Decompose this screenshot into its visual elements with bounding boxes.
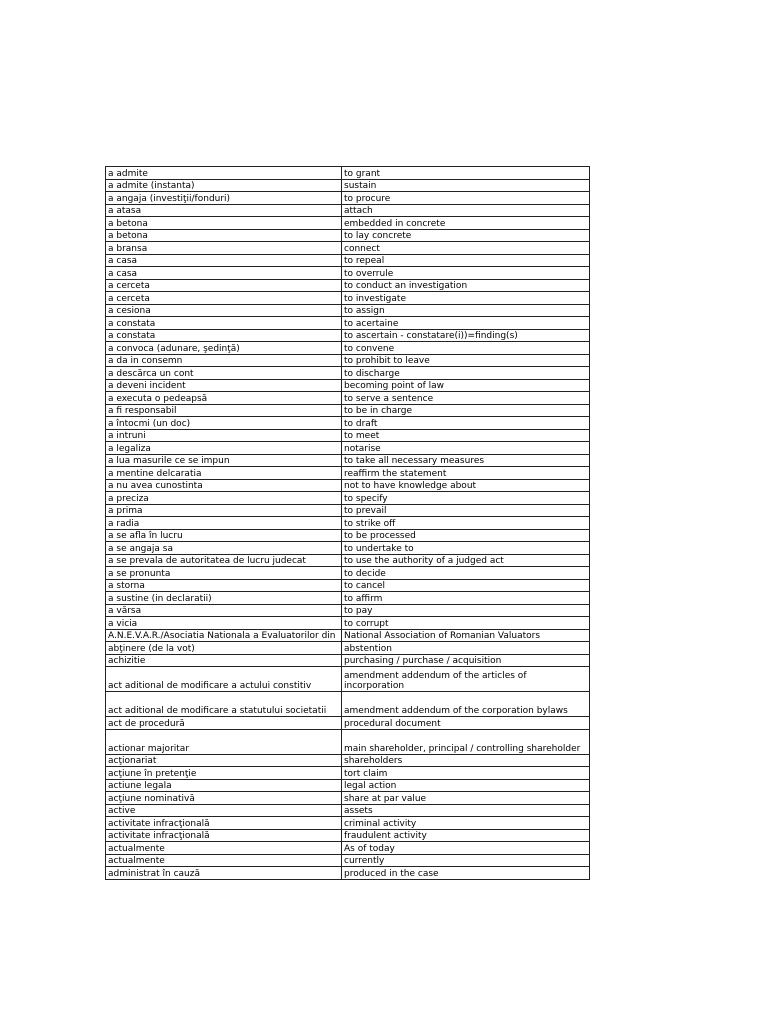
table-row xyxy=(106,729,590,754)
table-row xyxy=(106,329,590,342)
table-row xyxy=(106,217,590,230)
romanian-term-cell: a admite (instanta) xyxy=(106,179,342,192)
romanian-term-cell: a fi responsabil xyxy=(106,404,342,417)
table-row xyxy=(106,642,590,655)
romanian-term-cell: a mentine delcaratia xyxy=(106,467,342,480)
romanian-term-cell: actualmente xyxy=(106,854,342,867)
english-term-cell: to cancel xyxy=(342,579,590,592)
romanian-term-cell: acţionariat xyxy=(106,754,342,767)
english-term-cell: As of today xyxy=(342,842,590,855)
table-row xyxy=(106,342,590,355)
table-row xyxy=(106,367,590,380)
table-row xyxy=(106,817,590,830)
table-row xyxy=(106,479,590,492)
english-term-cell: sustain xyxy=(342,179,590,192)
english-term-cell: currently xyxy=(342,854,590,867)
romanian-term-cell: a angaja (investiţii/fonduri) xyxy=(106,192,342,205)
table-row xyxy=(106,854,590,867)
romanian-term-cell: a bransa xyxy=(106,242,342,255)
glossary-sheet xyxy=(105,166,589,880)
english-term-cell: to discharge xyxy=(342,367,590,380)
romanian-term-cell: achizitie xyxy=(106,654,342,667)
romanian-term-cell: administrat în cauză xyxy=(106,867,342,880)
english-term-cell: to ascertain - constatare(i))=finding(s) xyxy=(342,329,590,342)
english-term-cell: to lay concrete xyxy=(342,229,590,242)
table-row xyxy=(106,354,590,367)
english-term-cell: to assign xyxy=(342,304,590,317)
english-term-cell: share at par value xyxy=(342,792,590,805)
romanian-term-cell: a casa xyxy=(106,254,342,267)
table-row xyxy=(106,229,590,242)
romanian-term-cell: a betona xyxy=(106,217,342,230)
table-row xyxy=(106,192,590,205)
romanian-term-cell: active xyxy=(106,804,342,817)
romanian-term-cell: a constata xyxy=(106,317,342,330)
english-term-cell: assets xyxy=(342,804,590,817)
english-term-cell: produced in the case xyxy=(342,867,590,880)
romanian-term-cell: actualmente xyxy=(106,842,342,855)
english-term-cell: to decide xyxy=(342,567,590,580)
romanian-term-cell: a constata xyxy=(106,329,342,342)
english-term-cell: to convene xyxy=(342,342,590,355)
romanian-term-cell: a casa xyxy=(106,267,342,280)
glossary-table xyxy=(105,166,590,880)
english-term-cell: to specify xyxy=(342,492,590,505)
romanian-term-cell: a da in consemn xyxy=(106,354,342,367)
english-term-cell: National Association of Romanian Valuators xyxy=(342,629,590,642)
table-row xyxy=(106,204,590,217)
romanian-term-cell: a descărca un cont xyxy=(106,367,342,380)
english-term-cell: to grant xyxy=(342,167,590,180)
english-term-cell: fraudulent activity xyxy=(342,829,590,842)
romanian-term-cell: a preciza xyxy=(106,492,342,505)
table-row xyxy=(106,804,590,817)
english-term-cell: notarise xyxy=(342,442,590,455)
table-row xyxy=(106,179,590,192)
english-term-cell: to prohibit to leave xyxy=(342,354,590,367)
romanian-term-cell: a atasa xyxy=(106,204,342,217)
romanian-term-cell: a nu avea cunostinta xyxy=(106,479,342,492)
romanian-term-cell: a storna xyxy=(106,579,342,592)
table-row xyxy=(106,567,590,580)
romanian-term-cell: a deveni incident xyxy=(106,379,342,392)
table-row xyxy=(106,767,590,780)
english-term-cell: to use the authority of a judged act xyxy=(342,554,590,567)
english-term-cell: shareholders xyxy=(342,754,590,767)
english-term-cell: embedded in concrete xyxy=(342,217,590,230)
table-row xyxy=(106,242,590,255)
english-term-cell: to corrupt xyxy=(342,617,590,630)
romanian-term-cell: a intruni xyxy=(106,429,342,442)
english-term-cell: to serve a sentence xyxy=(342,392,590,405)
table-row xyxy=(106,254,590,267)
romanian-term-cell: a cesiona xyxy=(106,304,342,317)
romanian-term-cell: activitate infracţională xyxy=(106,817,342,830)
english-term-cell: to take all necessary measures xyxy=(342,454,590,467)
table-row xyxy=(106,754,590,767)
romanian-term-cell: a executa o pedeapsă xyxy=(106,392,342,405)
romanian-term-cell: a cerceta xyxy=(106,292,342,305)
romanian-term-cell: act de procedură xyxy=(106,717,342,730)
english-term-cell: to be in charge xyxy=(342,404,590,417)
table-row xyxy=(106,442,590,455)
romanian-term-cell: a se afla în lucru xyxy=(106,529,342,542)
english-term-cell: to repeal xyxy=(342,254,590,267)
table-row xyxy=(106,717,590,730)
english-term-cell: amendment addendum of the articles of incorporation xyxy=(342,667,590,692)
table-row xyxy=(106,404,590,417)
table-row xyxy=(106,667,590,692)
english-term-cell: abstention xyxy=(342,642,590,655)
english-term-cell: to conduct an investigation xyxy=(342,279,590,292)
romanian-term-cell: a sustine (in declaratii) xyxy=(106,592,342,605)
table-row xyxy=(106,417,590,430)
english-term-cell: to prevail xyxy=(342,504,590,517)
romanian-term-cell: a întocmi (un doc) xyxy=(106,417,342,430)
romanian-term-cell: act aditional de modificare a statutului societatii xyxy=(106,692,342,717)
table-row xyxy=(106,167,590,180)
english-term-cell: amendment addendum of the corporation bylaws xyxy=(342,692,590,717)
table-row xyxy=(106,692,590,717)
table-row xyxy=(106,517,590,530)
english-term-cell: legal action xyxy=(342,779,590,792)
english-term-cell: procedural document xyxy=(342,717,590,730)
table-row xyxy=(106,454,590,467)
table-row xyxy=(106,617,590,630)
table-row xyxy=(106,379,590,392)
english-term-cell: to be processed xyxy=(342,529,590,542)
table-row xyxy=(106,867,590,880)
table-row xyxy=(106,392,590,405)
romanian-term-cell: acţiune în pretenţie xyxy=(106,767,342,780)
table-row xyxy=(106,267,590,280)
table-row xyxy=(106,604,590,617)
english-term-cell: to procure xyxy=(342,192,590,205)
table-row xyxy=(106,654,590,667)
romanian-term-cell: a radia xyxy=(106,517,342,530)
english-term-cell: connect xyxy=(342,242,590,255)
english-term-cell: main shareholder, principal / controlling shareholder xyxy=(342,729,590,754)
english-term-cell: purchasing / purchase / acquisition xyxy=(342,654,590,667)
romanian-term-cell: a prima xyxy=(106,504,342,517)
english-term-cell: to pay xyxy=(342,604,590,617)
table-row xyxy=(106,529,590,542)
romanian-term-cell: actionar majoritar xyxy=(106,729,342,754)
romanian-term-cell: a cerceta xyxy=(106,279,342,292)
table-row xyxy=(106,429,590,442)
table-row xyxy=(106,504,590,517)
table-row xyxy=(106,292,590,305)
table-row xyxy=(106,554,590,567)
romanian-term-cell: a legaliza xyxy=(106,442,342,455)
english-term-cell: to affirm xyxy=(342,592,590,605)
romanian-term-cell: activitate infracţională xyxy=(106,829,342,842)
romanian-term-cell: a vărsa xyxy=(106,604,342,617)
romanian-term-cell: actiune legala xyxy=(106,779,342,792)
romanian-term-cell: a betona xyxy=(106,229,342,242)
table-row xyxy=(106,842,590,855)
table-row xyxy=(106,792,590,805)
table-row xyxy=(106,279,590,292)
english-term-cell: reaffirm the statement xyxy=(342,467,590,480)
romanian-term-cell: a lua masurile ce se impun xyxy=(106,454,342,467)
table-row xyxy=(106,304,590,317)
table-row xyxy=(106,629,590,642)
table-row xyxy=(106,317,590,330)
english-term-cell: to overrule xyxy=(342,267,590,280)
romanian-term-cell: abţinere (de la vot) xyxy=(106,642,342,655)
english-term-cell: to investigate xyxy=(342,292,590,305)
english-term-cell: to strike off xyxy=(342,517,590,530)
romanian-term-cell: a se pronunta xyxy=(106,567,342,580)
table-row xyxy=(106,542,590,555)
english-term-cell: becoming point of law xyxy=(342,379,590,392)
romanian-term-cell: A.N.E.V.A.R./Asociatia Nationala a Evaluatorilor din xyxy=(106,629,342,642)
english-term-cell: to acertaine xyxy=(342,317,590,330)
romanian-term-cell: a convoca (adunare, şedinţă) xyxy=(106,342,342,355)
romanian-term-cell: a vicia xyxy=(106,617,342,630)
romanian-term-cell: a se angaja sa xyxy=(106,542,342,555)
english-term-cell: criminal activity xyxy=(342,817,590,830)
english-term-cell: tort claim xyxy=(342,767,590,780)
english-term-cell: not to have knowledge about xyxy=(342,479,590,492)
table-row xyxy=(106,492,590,505)
table-row xyxy=(106,467,590,480)
romanian-term-cell: acţiune nominativă xyxy=(106,792,342,805)
romanian-term-cell: a se prevala de autoritatea de lucru judecat xyxy=(106,554,342,567)
table-row xyxy=(106,592,590,605)
romanian-term-cell: a admite xyxy=(106,167,342,180)
english-term-cell: to undertake to xyxy=(342,542,590,555)
romanian-term-cell: act aditional de modificare a actului constitiv xyxy=(106,667,342,692)
glossary-body xyxy=(106,167,590,880)
english-term-cell: to draft xyxy=(342,417,590,430)
english-term-cell: to meet xyxy=(342,429,590,442)
table-row xyxy=(106,579,590,592)
table-row xyxy=(106,829,590,842)
english-term-cell: attach xyxy=(342,204,590,217)
table-row xyxy=(106,779,590,792)
